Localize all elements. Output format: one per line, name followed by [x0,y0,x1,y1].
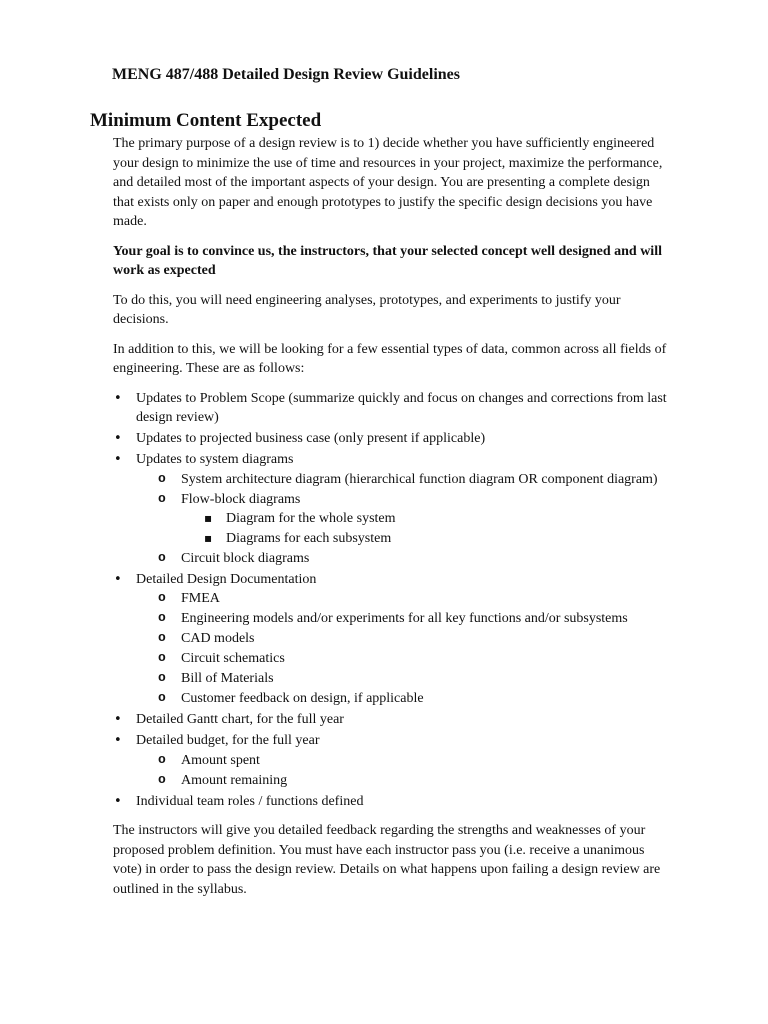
list-item-system-diagrams [113,450,673,568]
list-item-design-documentation [113,570,673,709]
sublist-item-amount-spent [136,751,673,771]
intro-paragraph: The primary purpose of a design review is to 1) decide whether you have sufficiently engineered your design to minimize the use of time and resources in your project, maximize the performance, and detailed most of the important aspects of your design. You are presenting a complete design that exists only on paper and enough prototypes to justify the specific design decisions you have made. [113,136,663,229]
sublist-item-text: Circuit block diagrams [181,550,310,566]
sub-sublist-item-text: Diagram for the whole system [226,511,396,526]
sublist-item-flow-block-diagrams [136,490,673,549]
list-item-text: Detailed budget, for the full year [136,733,320,748]
list-item-text: Updates to system diagrams [136,452,294,467]
sublist-item-amount-remaining [136,771,673,791]
sublist-item-text: Circuit schematics [181,651,285,666]
data-types-paragraph: In addition to this, we will be looking for a few essential types of data, common across all fields of engineering. These are as follows: [113,341,667,376]
sublist-item-engineering-models [136,609,673,629]
sublist-item-text: Engineering models and/or experiments for all key functions and/or subsystems [181,611,628,626]
list-item-text: Individual team roles / functions defined [136,793,364,809]
sublist-item-text: Customer feedback on design, if applicable [181,691,424,706]
sublist-item-text: FMEA [181,591,220,606]
list-item-business-case [113,429,673,449]
sublist-item-text: Amount remaining [181,772,288,788]
sublist-item-text: Flow-block diagrams [181,491,301,507]
document-title: MENG 487/488 Detailed Design Review Guidelines [112,66,460,83]
sublist-item-bill-of-materials [136,669,673,689]
sub-sublist-item-each-subsystem [181,529,673,549]
list-item-text: Updates to Problem Scope (summarize quickly and focus on changes and corrections from last design review) [136,390,667,425]
flow-block-sublist [181,509,673,548]
list-item-text: Updates to projected business case (only present if applicable) [136,431,486,446]
sub-sublist-item-text: Diagrams for each subsystem [226,530,392,546]
design-documentation-sublist [136,589,673,709]
list-item-budget [113,731,673,790]
sublist-item-circuit-block-diagrams [136,549,673,569]
sublist-item-text: CAD models [181,631,255,646]
sublist-item-text: System architecture diagram (hierarchical function diagram OR component diagram) [181,471,658,487]
sublist-item-customer-feedback [136,689,673,709]
requirements-list [113,389,673,812]
sub-sublist-item-whole-system [181,509,673,529]
sublist-item-architecture-diagram [136,470,673,490]
closing-paragraph: The instructors will give you detailed feedback regarding the strengths and weaknesses of your proposed problem definition. You must have each instructor pass you (i.e. receive a unanimous vote) in order to pass the design review. Details on what happens upon failing a design review are outlined in the syllabus. [113,823,661,897]
analyses-paragraph: To do this, you will need engineering analyses, prototypes, and experiments to justify your decisions. [113,292,621,327]
sublist-item-circuit-schematics [136,649,673,669]
section-heading: Minimum Content Expected [90,110,322,131]
document-body [113,134,673,909]
list-item-text: Detailed Design Documentation [136,571,317,587]
sublist-item-text: Amount spent [181,752,260,768]
sublist-item-fmea [136,589,673,609]
list-item-problem-scope [113,389,673,428]
system-diagrams-sublist [136,470,673,569]
budget-sublist [136,751,673,791]
sublist-item-cad-models [136,629,673,649]
list-item-team-roles [113,792,673,812]
goal-statement: Your goal is to convince us, the instructors, that your selected concept well designed and will work as expected [113,243,662,278]
list-item-text: Detailed Gantt chart, for the full year [136,712,344,727]
sublist-item-text: Bill of Materials [181,671,274,686]
list-item-gantt-chart [113,710,673,730]
